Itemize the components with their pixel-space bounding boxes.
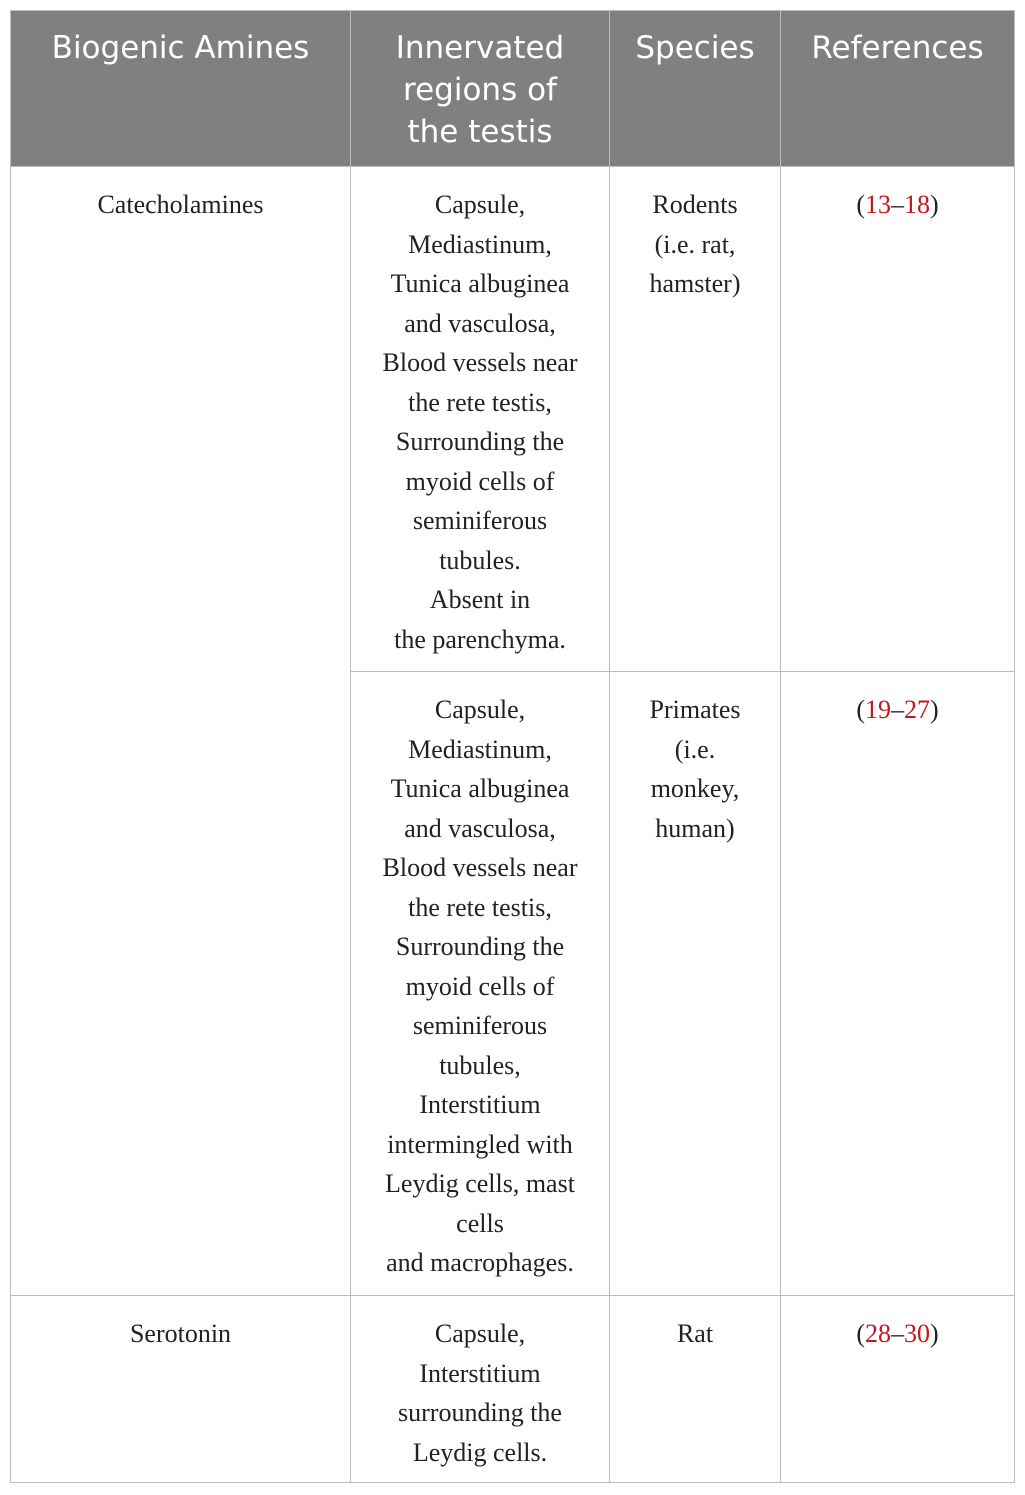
amine-cell: [11, 167, 351, 1296]
table-row: [11, 167, 1015, 672]
header-line: References: [811, 30, 984, 66]
ref-dash: –: [891, 190, 904, 219]
header-row: [11, 11, 1015, 167]
references-cell: [781, 167, 1015, 672]
header-line: the testis: [407, 114, 553, 150]
ref-close: ): [930, 190, 939, 219]
region-line: surrounding the: [398, 1398, 562, 1427]
region-line: myoid cells of: [405, 466, 555, 496]
references-cell: [781, 672, 1015, 1296]
species-cell: [610, 672, 781, 1296]
ref-close: ): [930, 1319, 939, 1348]
regions-cell: [351, 1296, 610, 1483]
reference-link-start[interactable]: 19: [865, 695, 891, 724]
region-line: Capsule,: [434, 190, 526, 219]
region-line: Absent in: [429, 585, 531, 614]
amine-name: Serotonin: [129, 1319, 232, 1348]
header-biogenic-amines: [11, 11, 351, 167]
regions-cell: [351, 672, 610, 1296]
references-cell: [781, 1296, 1015, 1483]
ref-dash: –: [891, 695, 904, 724]
region-line: Blood vessels near: [382, 853, 578, 882]
regions-cell: [351, 167, 610, 672]
header-line: Biogenic Amines: [51, 30, 310, 66]
header-species: [610, 11, 781, 167]
reference-link-start[interactable]: 28: [865, 1319, 891, 1348]
amine-name: Catecholamines: [97, 190, 264, 219]
region-line: Leydig cells, mast: [385, 1169, 575, 1198]
ref-open: (: [856, 190, 865, 219]
species-line: human): [655, 813, 735, 843]
header-line: regions of: [403, 72, 557, 108]
header-references: [781, 11, 1015, 167]
species-line: Rat: [676, 1319, 714, 1348]
region-line: seminiferous: [412, 506, 548, 535]
reference-link-end[interactable]: 30: [904, 1319, 930, 1348]
reference-link-end[interactable]: 27: [904, 695, 930, 724]
header-line: Species: [635, 30, 755, 66]
ref-dash: –: [891, 1319, 904, 1348]
region-line: the rete testis,: [408, 892, 552, 922]
region-line: Leydig cells.: [412, 1437, 548, 1467]
region-line: seminiferous: [412, 1011, 548, 1040]
region-line: Surrounding the: [395, 932, 565, 961]
region-line: and vasculosa,: [404, 813, 556, 843]
species-cell: [610, 167, 781, 672]
reference-link-start[interactable]: 13: [865, 190, 891, 219]
header-line: Innervated: [395, 30, 565, 66]
region-line: Tunica albuginea: [390, 774, 570, 803]
region-line: and vasculosa,: [404, 308, 556, 338]
species-line: monkey,: [650, 774, 740, 803]
species-line: (i.e. rat,: [654, 229, 736, 259]
region-line: the parenchyma.: [394, 624, 566, 654]
region-line: and macrophages.: [386, 1248, 574, 1277]
region-line: Tunica albuginea: [390, 269, 570, 298]
species-line: (i.e.: [674, 734, 716, 764]
region-line: myoid cells of: [405, 971, 555, 1001]
species-cell: [610, 1296, 781, 1483]
ref-open: (: [856, 1319, 865, 1348]
region-line: Interstitium: [419, 1090, 541, 1119]
region-line: Mediastinum,: [408, 229, 552, 259]
region-line: intermingled with: [387, 1129, 573, 1159]
table-row: [11, 1296, 1015, 1483]
species-line: hamster): [649, 269, 741, 298]
region-line: Surrounding the: [395, 427, 565, 456]
ref-open: (: [856, 695, 865, 724]
region-line: cells: [456, 1208, 504, 1238]
species-line: Primates: [649, 695, 741, 724]
region-line: Mediastinum,: [408, 734, 552, 764]
region-line: Capsule,: [434, 695, 526, 724]
region-line: Blood vessels near: [382, 348, 578, 377]
biogenic-amines-table: [10, 10, 1015, 1483]
ref-close: ): [930, 695, 939, 724]
amine-cell: [11, 1296, 351, 1483]
region-line: Interstitium: [419, 1358, 541, 1388]
header-innervated-regions: [351, 11, 610, 167]
region-line: tubules,: [439, 1050, 521, 1080]
region-line: tubules.: [439, 545, 521, 575]
region-line: Capsule,: [434, 1319, 526, 1348]
region-line: the rete testis,: [408, 387, 552, 417]
species-line: Rodents: [652, 190, 738, 219]
reference-link-end[interactable]: 18: [904, 190, 930, 219]
